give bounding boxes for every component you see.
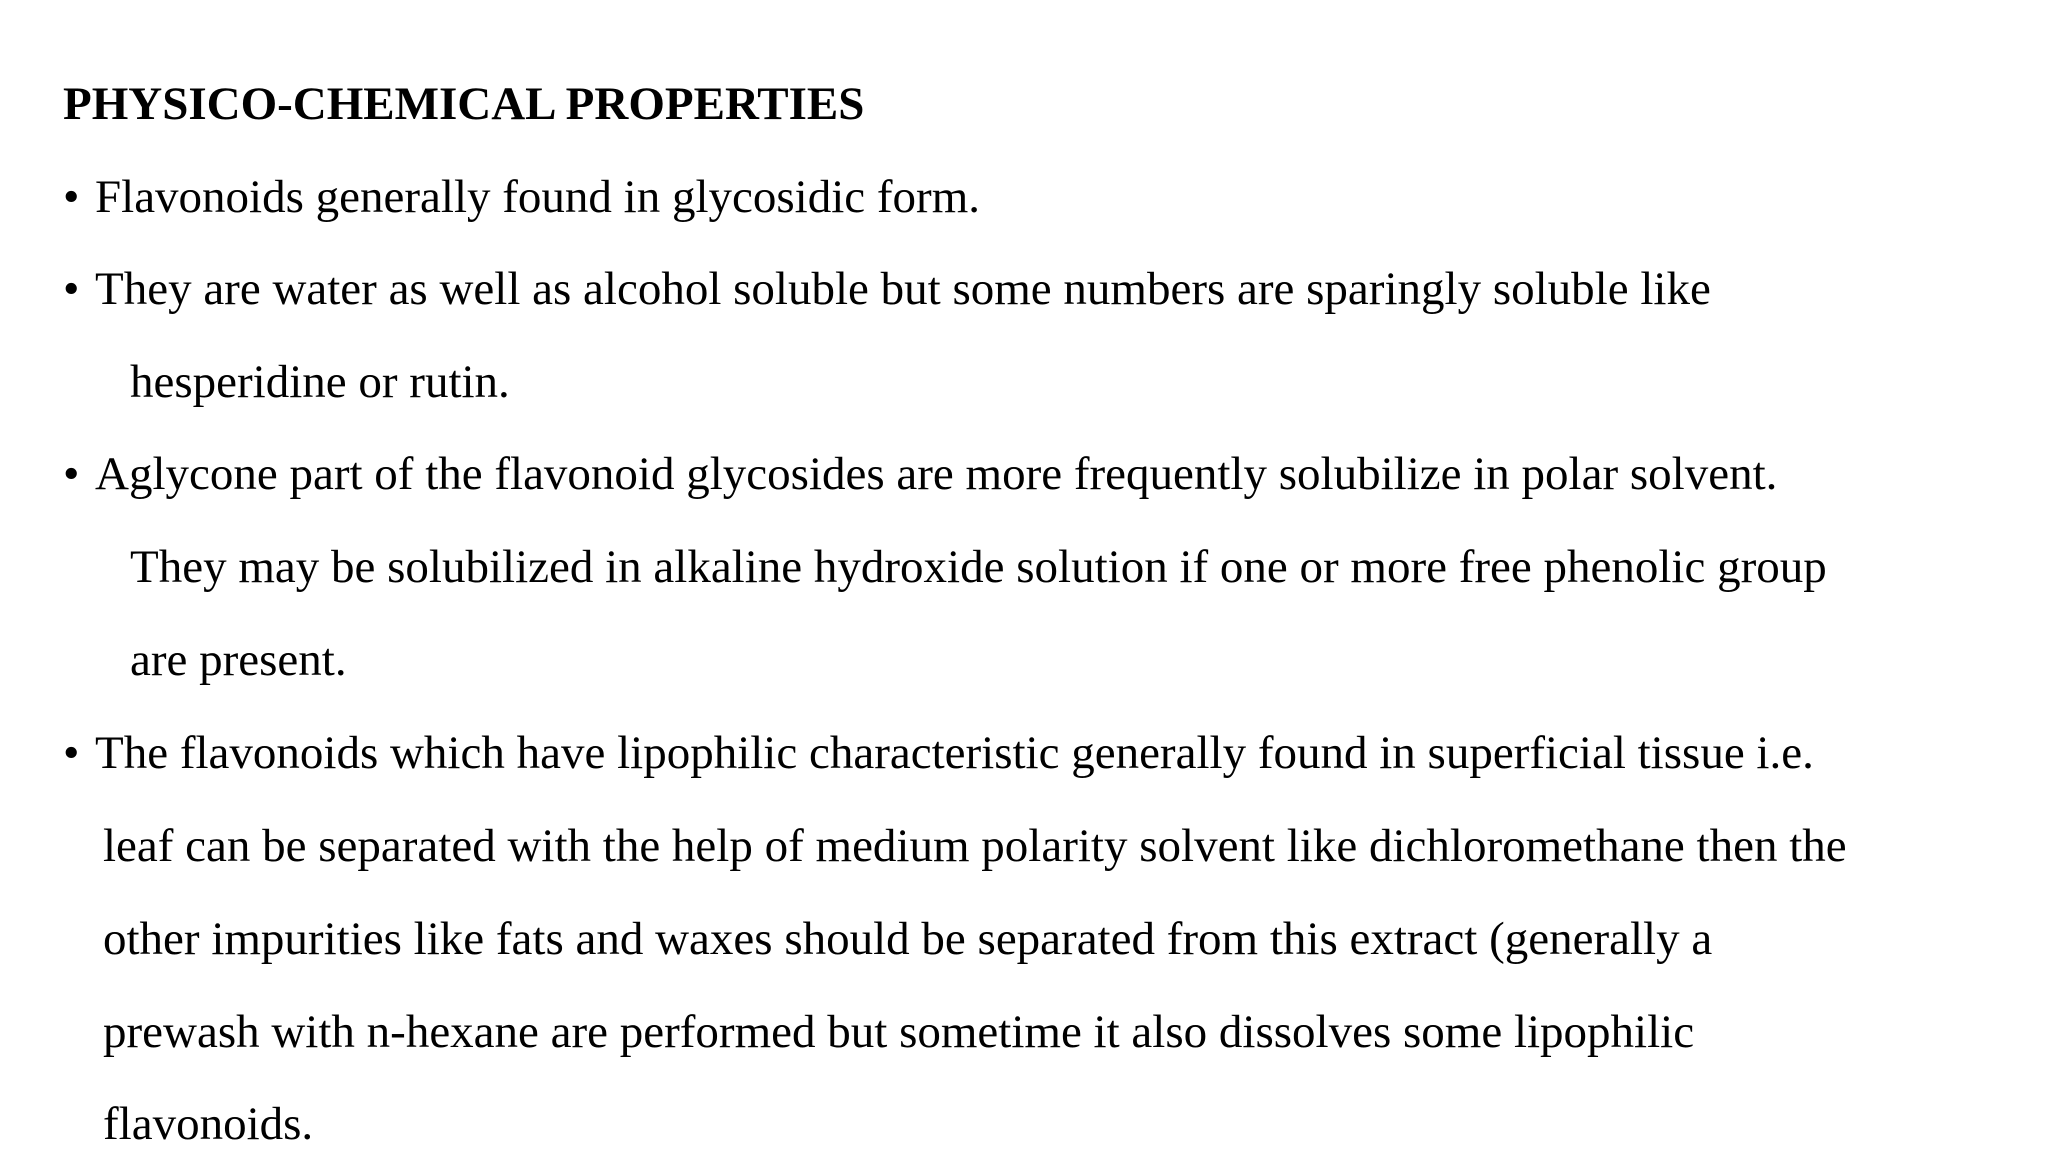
slide-heading: PHYSICO-CHEMICAL PROPERTIES <box>63 78 865 130</box>
bullet-1-line-1 <box>63 165 980 229</box>
bullet-3-line-1 <box>63 442 1777 506</box>
bullet-dot: • <box>63 448 80 500</box>
bullet-4-line-4: prewash with n-hexane are performed but sometime it also dissolves some lipophilic <box>103 1006 1695 1058</box>
bullet-4-line-1 <box>63 721 1814 785</box>
bullet-text: The flavonoids which have lipophilic characteristic generally found in superficial tissue i.e. <box>95 727 1814 779</box>
bullet-4-line-2: leaf can be separated with the help of medium polarity solvent like dichloromethane then the <box>103 820 1847 872</box>
bullet-3-line-3: are present. <box>130 634 347 686</box>
bullet-text: Aglycone part of the flavonoid glycosides are more frequently solubilize in polar solvent. <box>95 448 1778 500</box>
bullet-text: Flavonoids generally found in glycosidic form. <box>95 171 981 223</box>
bullet-3-line-2: They may be solubilized in alkaline hydroxide solution if one or more free phenolic group <box>130 541 1827 593</box>
bullet-dot: • <box>63 727 80 779</box>
bullet-2-line-2: hesperidine or rutin. <box>130 356 510 408</box>
bullet-text: They are water as well as alcohol soluble but some numbers are sparingly soluble like <box>95 263 1711 315</box>
bullet-2-line-1 <box>63 257 1711 321</box>
bullet-4-line-3: other impurities like fats and waxes should be separated from this extract (generally a <box>103 913 1713 965</box>
bullet-4-line-5: flavonoids. <box>103 1098 314 1150</box>
bullet-dot: • <box>63 263 80 315</box>
bullet-dot: • <box>63 171 80 223</box>
